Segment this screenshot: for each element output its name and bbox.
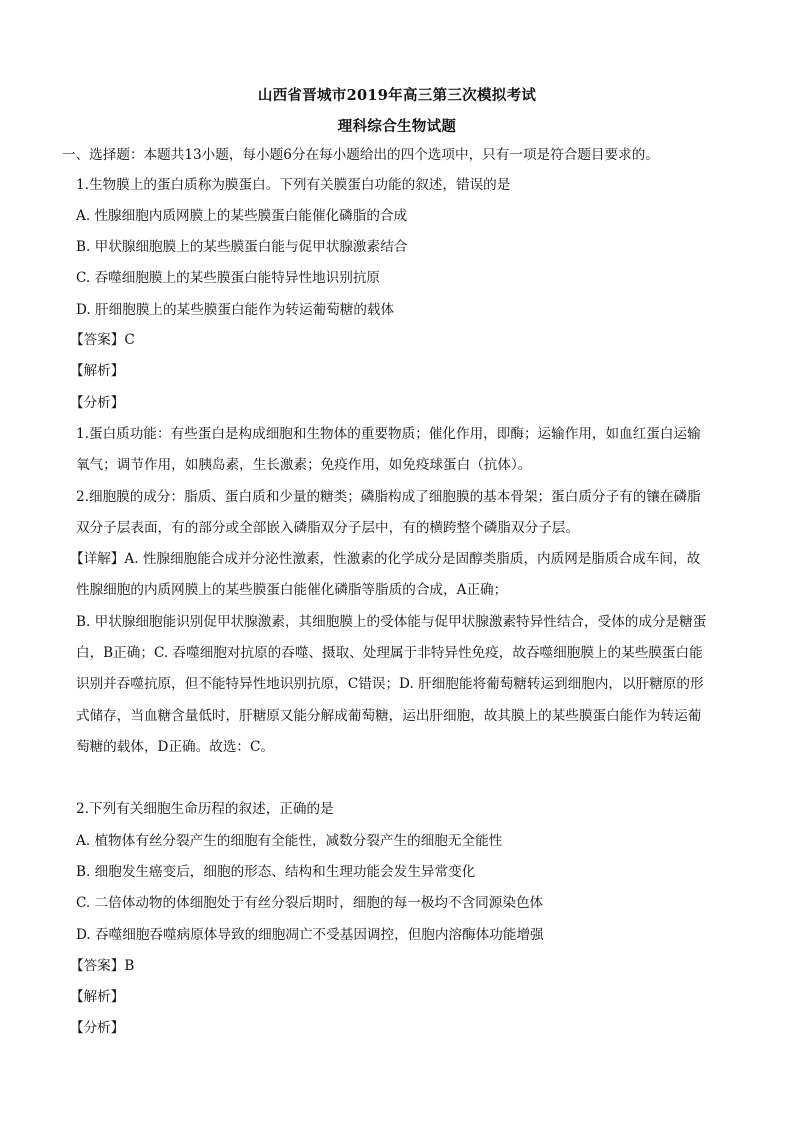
q1-detail-line1: 【详解】A. 性腺细胞能合成并分泌性激素，性激素的化学成分是固醇类脂质，内质网是脂质合成车间，故: [70, 551, 701, 567]
q2-option-c: C. 二倍体动物的体细胞处于有丝分裂后期时，细胞的每一极均不含同源染色体: [76, 895, 544, 911]
q2-answer: 【答案】B: [70, 958, 135, 974]
q1-detail-line3: B. 甲状腺细胞能识别促甲状腺激素，其细胞膜上的受体能与促甲状腺激素特异性结合，受体的成分是糖蛋: [76, 614, 707, 630]
q1-option-a: A. 性腺细胞内质网膜上的某些膜蛋白能催化磷脂的合成: [76, 208, 408, 224]
q1-option-d: D. 肝细胞膜上的某些膜蛋白能作为转运葡萄糖的载体: [76, 302, 395, 318]
q1-detail-line2: 性腺细胞的内质网膜上的某些膜蛋白能催化磷脂等脂质的合成，A正确；: [76, 582, 508, 598]
q1-analysis-label: 【解析】: [70, 363, 125, 379]
q1-option-b: B. 甲状腺细胞膜上的某些膜蛋白能与促甲状腺激素结合: [76, 239, 408, 255]
q1-detail-line5: 识别并吞噬抗原，但不能特异性地识别抗原，C错误；D. 肝细胞能将葡萄糖转运到细胞内，以肝糖原的形: [76, 676, 704, 692]
q1-analysis-p2-line2: 双分子层表面，有的部分或全部嵌入磷脂双分子层中，有的横跨整个磷脂双分子层。: [76, 520, 579, 536]
q2-option-b: B. 细胞发生癌变后，细胞的形态、结构和生理功能会发生异常变化: [76, 864, 476, 880]
document-title: 山西省晋城市2019年高三第三次模拟考试: [257, 87, 537, 104]
q1-stem: 1.生物膜上的蛋白质称为膜蛋白。下列有关膜蛋白功能的叙述，错误的是: [76, 177, 511, 193]
q1-analysis-p1-line1: 1.蛋白质功能：有些蛋白是构成细胞和生物体的重要物质；催化作用，即酶；运输作用，如血红蛋白运输: [76, 426, 701, 442]
section-intro: 一、选择题：本题共13小题，每小题6分在每小题给出的四个选项中，只有一项是符合题目要求的。: [62, 147, 659, 163]
q2-analysis-label: 【解析】: [70, 989, 125, 1005]
q2-option-d: D. 吞噬细胞吞噬病原体导致的细胞凋亡不受基因调控，但胞内溶酶体功能增强: [76, 927, 544, 943]
q2-stem: 2.下列有关细胞生命历程的叙述，正确的是: [76, 801, 334, 817]
q2-fenxi-label: 【分析】: [70, 1020, 125, 1036]
q1-analysis-p2-line1: 2.细胞膜的成分：脂质、蛋白质和少量的糖类；磷脂构成了细胞膜的基本骨架；蛋白质分子有的镶在磷脂: [76, 489, 701, 505]
q1-answer: 【答案】C: [70, 332, 135, 348]
q1-detail-line4: 白，B正确；C. 吞噬细胞对抗原的吞噬、摄取、处理属于非特异性免疫，故吞噬细胞膜上的某些膜蛋白能: [76, 645, 703, 661]
q1-detail-line6: 式储存，当血糖含量低时，肝糖原又能分解成葡萄糖，运出肝细胞，故其膜上的某些膜蛋白能作为转运葡: [76, 708, 702, 724]
q1-fenxi-label: 【分析】: [70, 395, 125, 411]
q1-option-c: C. 吞噬细胞膜上的某些膜蛋白能特异性地识别抗原: [76, 270, 381, 286]
q1-analysis-p1-line2: 氧气；调节作用，如胰岛素，生长激素；免疫作用，如免疫球蛋白（抗体）。: [76, 457, 532, 473]
document-subtitle: 理科综合生物试题: [337, 118, 457, 135]
q2-option-a: A. 植物体有丝分裂产生的细胞有全能性，减数分裂产生的细胞无全能性: [76, 833, 503, 849]
q1-detail-line7: 萄糖的载体，D正确。故选：C。: [76, 739, 275, 755]
